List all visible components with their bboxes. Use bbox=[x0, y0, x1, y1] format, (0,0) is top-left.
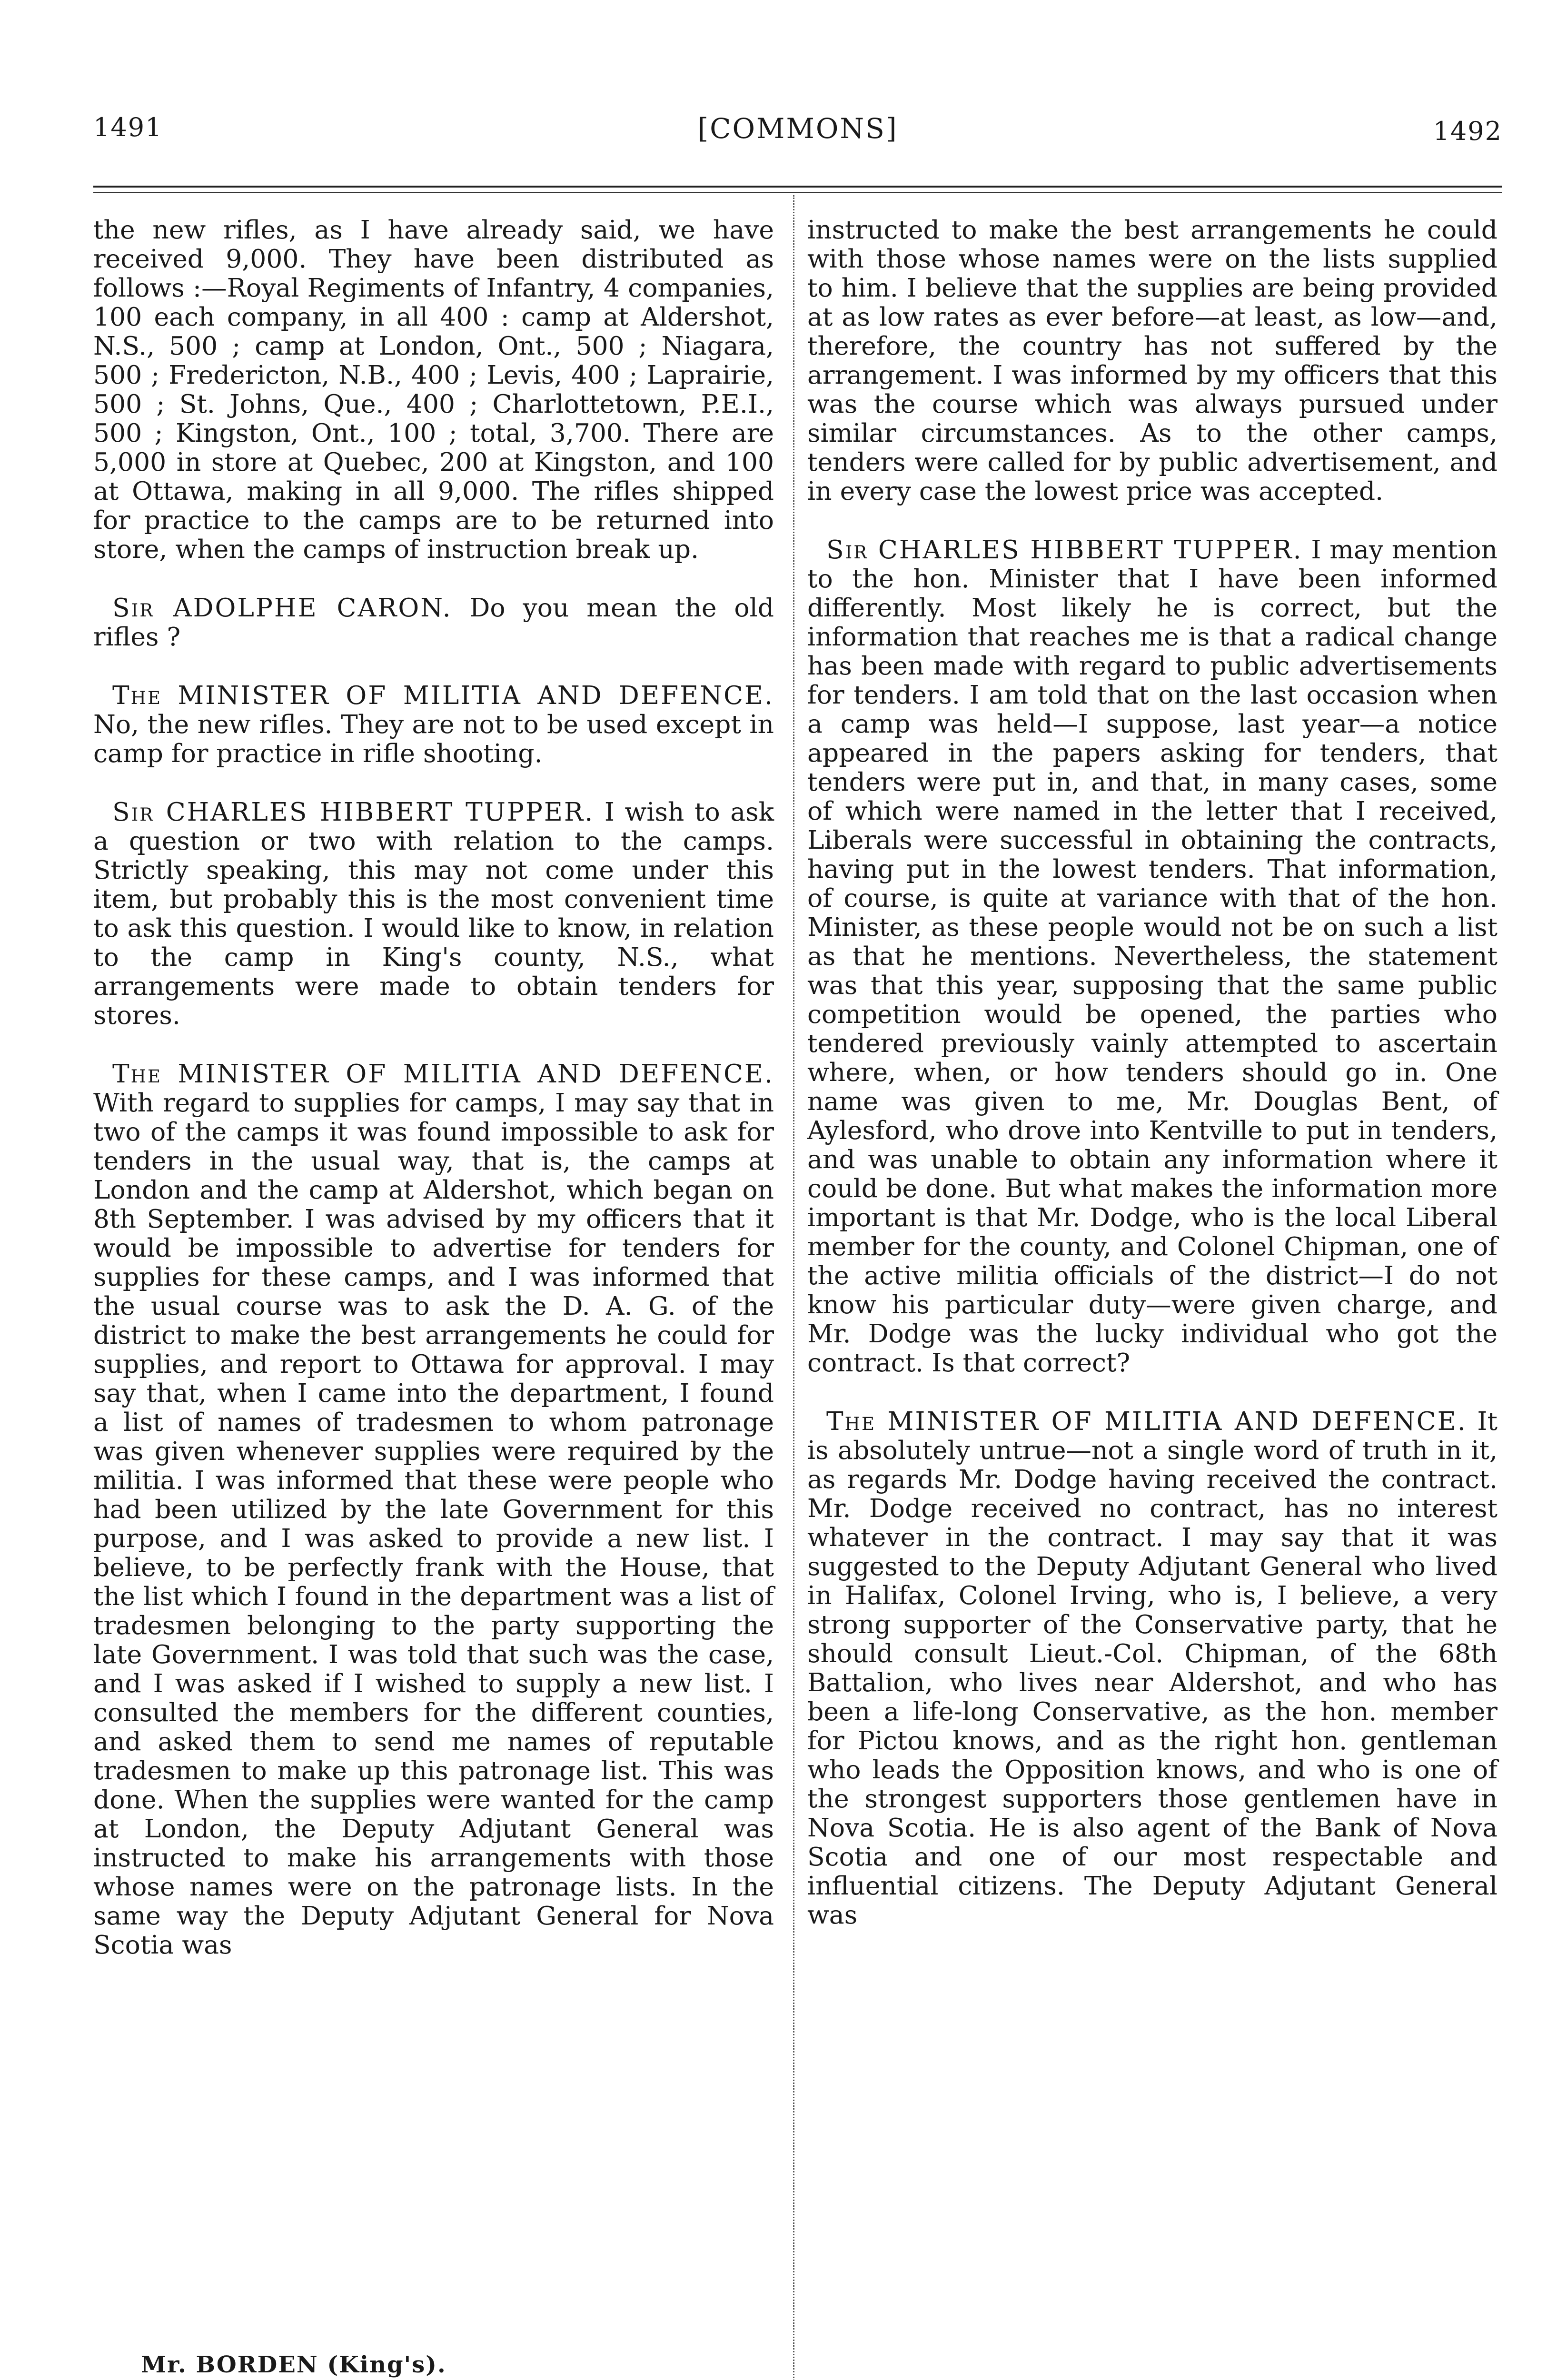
paragraph bbox=[807, 535, 1497, 1377]
running-head: [COMMONS] bbox=[697, 112, 898, 145]
page-header bbox=[93, 112, 1502, 160]
paragraph bbox=[93, 215, 774, 564]
paragraph-text: It is absolutely untrue—not a single word of truth in it, as regards Mr. Dodge having received the contract. Mr. Dodge received no contract, has no interest whatever in the contract. I may say that it was suggested to the Deputy Adjutant General who lived in Halifax, Colonel Irving, who is, I believe, a very strong supporter of the Conservative party, that he should consult Lieut.-Col. Chipman, of the 68th Battalion, who lives near Aldershot, and who has been a life-long Conservative, as the hon. member for Pictou knows, and as the right hon. gentleman who leads the Opposition knows, and who is one of the strongest supporters those gentlemen have in Nova Scotia. He is also agent of the Bank of Nova Scotia and one of our most respectable and influential citizens. The Deputy Adjutant General was bbox=[807, 1406, 1497, 1930]
speaker-name: Sir CHARLES HIBBERT TUPPER. bbox=[826, 535, 1303, 565]
paragraph bbox=[93, 593, 774, 651]
right-column bbox=[807, 215, 1497, 1929]
paragraph-text: Do you mean the old rifles ? bbox=[93, 593, 774, 652]
paragraph-text: I wish to ask a question or two with relation to the camps. Strictly speaking, this may not come under this item, but probably this is the most convenient time to ask this question. I would like to know, in relation to the camp in King's county, N.S., what arrangements were made to obtain tenders for stores. bbox=[93, 797, 774, 1030]
paragraph bbox=[807, 1407, 1497, 1929]
paragraph bbox=[93, 1059, 774, 1959]
paragraph bbox=[807, 215, 1497, 506]
paragraph-text: I may mention to the hon. Minister that I have been informed differently. Most likely he is correct, but the information that reaches me is that a radical change has been made with regard to public advertisements for tenders. I am told that on the last occasion when a camp was held—I suppose, last year—a notice appeared in the papers asking for tenders, that tenders were put in, and that, in many cases, some of which were named in the letter that I received, Liberals were successful in obtaining the contracts, having put in the lowest tenders. That information, of course, is quite at variance with that of the hon. Minister, as these people would not be on such a list as that he mentions. Nevertheless, the statement was that this year, supposing that the same public competition would be opened, the parties who tendered previously vainly attempted to ascertain where, when, or how tenders should go in. One name was given to me, Mr. Douglas Bent, of Aylesford, who drove into Kentville to put in tenders, and was unable to obtain any information where it could be done. But what makes the information more important is that Mr. Dodge, who is the local Liberal member for the county, and Colonel Chipman, one of the active militia officials of the district—I do not know his particular duty—were given charge, and Mr. Dodge was the lucky individual who got the contract. Is that correct? bbox=[807, 535, 1497, 1378]
speaker-name: Sir ADOLPHE CARON. bbox=[112, 593, 452, 623]
paragraph bbox=[93, 681, 774, 768]
paragraph-text: instructed to make the best arrangements he could with those whose names were on the lists supplied to him. I believe that the supplies are being provided at as low rates as ever before—at least, as low—and, therefore, the country has not suffered by the arrangement. I was informed by my officers that this was the course which was always pursued under similar circumstances. As to the other camps, tenders were called for by public advertisement, and in every case the lowest price was accepted. bbox=[807, 215, 1497, 506]
left-column bbox=[93, 215, 774, 1959]
speaker-name: The MINISTER OF MILITIA AND DEFENCE. bbox=[112, 1059, 774, 1089]
paragraph-text: No, the new rifles. They are not to be used except in camp for practice in rifle shooting. bbox=[93, 709, 774, 768]
speaker-name: The MINISTER OF MILITIA AND DEFENCE. bbox=[826, 1406, 1467, 1436]
page-number-right: 1492 bbox=[1433, 116, 1502, 146]
column-divider bbox=[793, 195, 794, 2380]
paragraph-text: the new rifles, as I have already said, we have received 9,000. They have been distributed as follows :—Royal Regiments of Infantry, 4 companies, 100 each company, in all 400 : camp at Aldershot, N.S., 500 ; camp at London, Ont., 500 ; Niagara, 500 ; Fredericton, N.B., 400 ; Levis, 400 ; Laprairie, 500 ; St. Johns, Que., 400 ; Charlottetown, P.E.I., 500 ; Kingston, Ont., 100 ; total, 3,700. There are 5,000 in store at Quebec, 200 at Kingston, and 100 at Ottawa, making in all 9,000. The rifles shipped for practice to the camps are to be returned into store, when the camps of instruction break up. bbox=[93, 215, 774, 564]
header-rule-thin bbox=[93, 192, 1502, 193]
speaker-name: The MINISTER OF MILITIA AND DEFENCE. bbox=[112, 680, 774, 710]
footer-catchword: Mr. BORDEN (King's). bbox=[141, 2351, 446, 2378]
page-number-left: 1491 bbox=[93, 112, 163, 142]
speaker-name: Sir CHARLES HIBBERT TUPPER. bbox=[112, 797, 595, 827]
paragraph-text: With regard to supplies for camps, I may say that in two of the camps it was found impossible to ask for tenders in the usual way, that is, the camps at London and the camp at Aldershot, which began on 8th September. I was advised by my officers that it would be impossible to advertise for tenders for supplies for these camps, and I was informed that the usual course was to ask the D. A. G. of the district to make the best arrangements he could for supplies, and report to Ottawa for approval. I may say that, when I came into the department, I found a list of names of tradesmen to whom patronage was given whenever supplies were required by the militia. I was informed that these were people who had been utilized by the late Government for this purpose, and I was asked to provide a new list. I believe, to be perfectly frank with the House, that the list which I found in the department was a list of tradesmen belonging to the party supporting the late Government. I was told that such was the case, and I was asked if I wished to supply a new list. I consulted the members for the different counties, and asked them to send me names of reputable tradesmen to make up this patronage list. This was done. When the supplies were wanted for the camp at London, the Deputy Adjutant General was instructed to make his arrangements with those whose names were on the patronage lists. In the same way the Deputy Adjutant General for Nova Scotia was bbox=[93, 1088, 774, 1960]
paragraph bbox=[93, 797, 774, 1030]
header-rule-thick bbox=[93, 186, 1502, 188]
